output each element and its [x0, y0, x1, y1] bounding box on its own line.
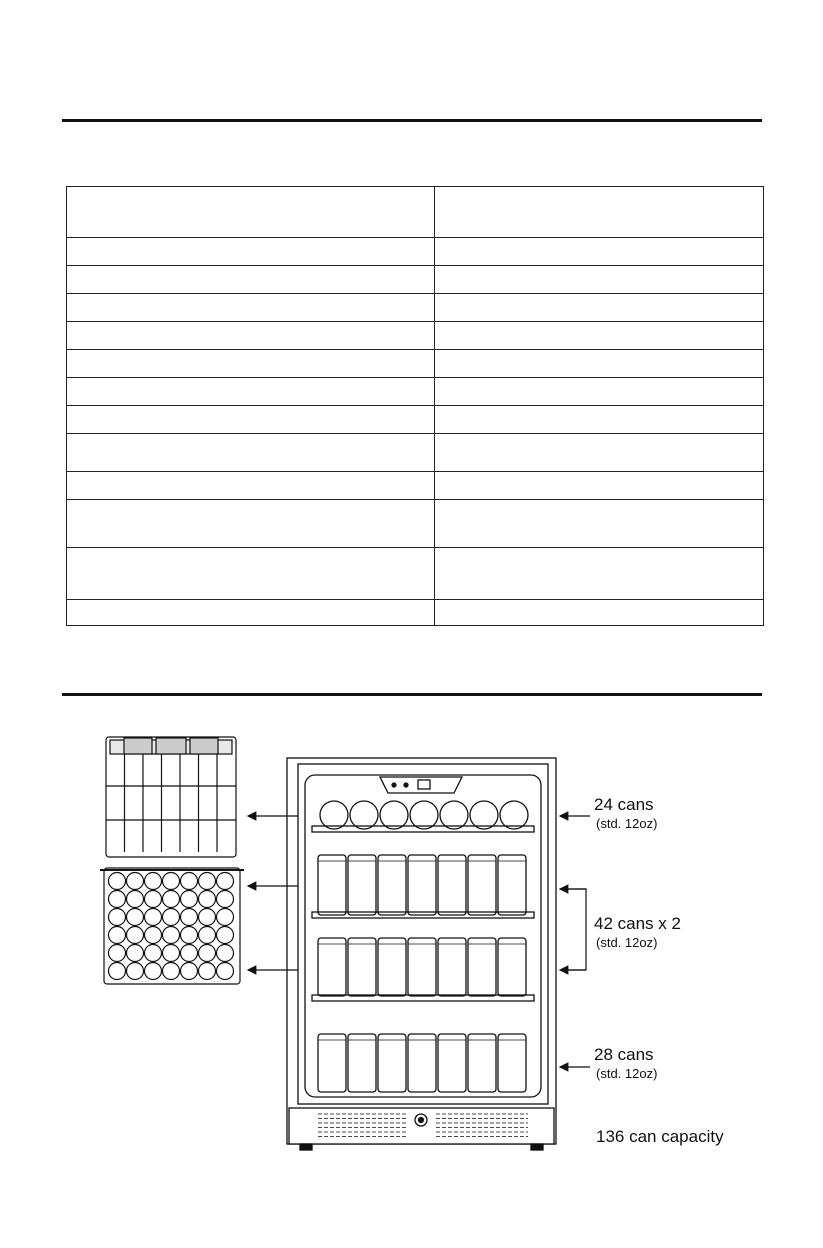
- top-shelf-note: (std. 12oz): [596, 816, 658, 831]
- bottom-shelf-note: (std. 12oz): [596, 1066, 658, 1081]
- middle-shelf-note: (std. 12oz): [596, 935, 658, 950]
- can-tray-drawing: [100, 868, 244, 984]
- total-capacity: 136 can capacity: [596, 1127, 724, 1146]
- top-shelf-count: 24 cans: [594, 795, 654, 814]
- shelf-rack-drawing: [106, 737, 236, 857]
- bottom-shelf-count: 28 cans: [594, 1045, 654, 1064]
- bracket-middle-shelves: [568, 889, 586, 970]
- middle-shelf-count: 42 cans x 2: [594, 914, 681, 933]
- cooler-drawing: [287, 758, 556, 1150]
